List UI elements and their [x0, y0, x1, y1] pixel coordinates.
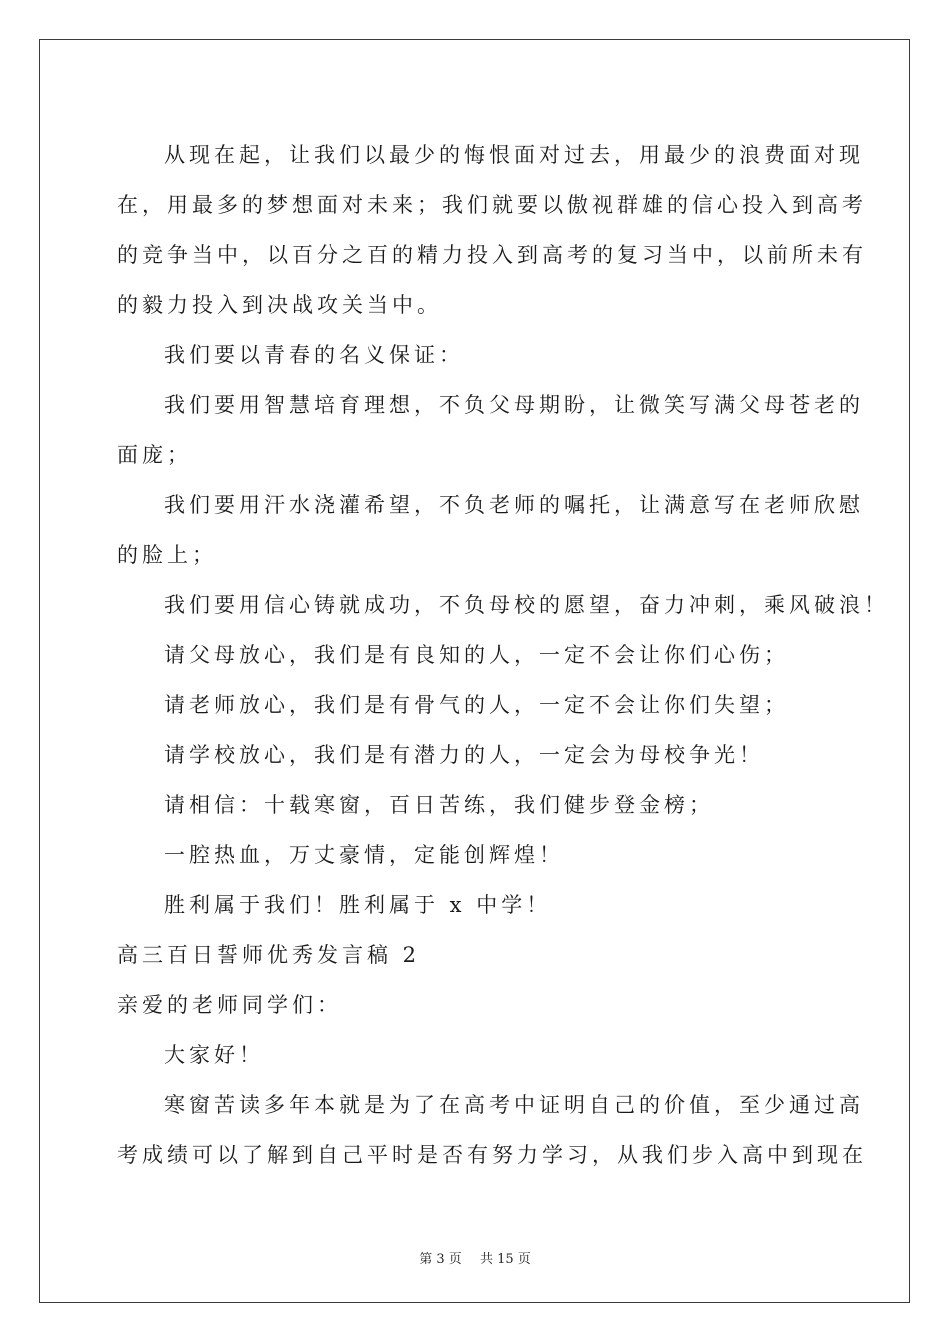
paragraph-line-first: 我们要用汗水浇灌希望，不负老师的嘱托，让满意写在老师欣慰	[164, 493, 864, 517]
paragraph-line-first: 我们要用智慧培育理想，不负父母期盼，让微笑写满父母苍老的	[164, 393, 864, 417]
paragraph-line-first: 请父母放心，我们是有良知的人，一定不会让你们心伤；	[164, 643, 789, 667]
paragraph-line-first: 请相信：十载寒窗，百日苦练，我们健步登金榜；	[164, 793, 714, 817]
paragraph-line-first: 胜利属于我们！胜利属于 x 中学！	[164, 893, 552, 917]
paragraph-line: 考成绩可以了解到自己平时是否有努力学习，从我们步入高中到现在	[117, 1143, 867, 1167]
paragraph-line-first: 请学校放心，我们是有潜力的人，一定会为母校争光！	[164, 743, 764, 767]
page-footer	[0, 1248, 950, 1267]
paragraph-line: 在，用最多的梦想面对未来；我们就要以傲视群雄的信心投入到高考	[117, 193, 867, 217]
paragraph-line: 的竞争当中，以百分之百的精力投入到高考的复习当中，以前所未有	[117, 243, 867, 267]
document-body	[117, 130, 889, 1180]
paragraph-line-first: 请老师放心，我们是有骨气的人，一定不会让你们失望；	[164, 693, 789, 717]
paragraph-line: 面庞；	[117, 443, 192, 467]
paragraph-line: 的脸上；	[117, 543, 217, 567]
page-number: 第 3 页	[419, 1252, 462, 1267]
paragraph-line-first: 大家好！	[164, 1043, 264, 1067]
paragraph-line-first: 从现在起，让我们以最少的悔恨面对过去，用最少的浪费面对现	[164, 143, 864, 167]
page-total: 共 15 页	[479, 1252, 531, 1267]
paragraph-line-first: 亲爱的老师同学们：	[117, 993, 342, 1017]
paragraph-line-first: 寒窗苦读多年本就是为了在高考中证明自己的价值，至少通过高	[164, 1093, 864, 1117]
paragraph-line-first: 我们要以青春的名义保证：	[164, 343, 464, 367]
paragraph-line-first: 一腔热血，万丈豪情，定能创辉煌！	[164, 843, 564, 867]
paragraph-line-first: 我们要用信心铸就成功，不负母校的愿望，奋力冲刺，乘风破浪！	[164, 593, 889, 617]
paragraph-line-first: 高三百日誓师优秀发言稿 2	[117, 943, 421, 967]
paragraph-line: 的毅力投入到决战攻关当中。	[117, 293, 442, 317]
